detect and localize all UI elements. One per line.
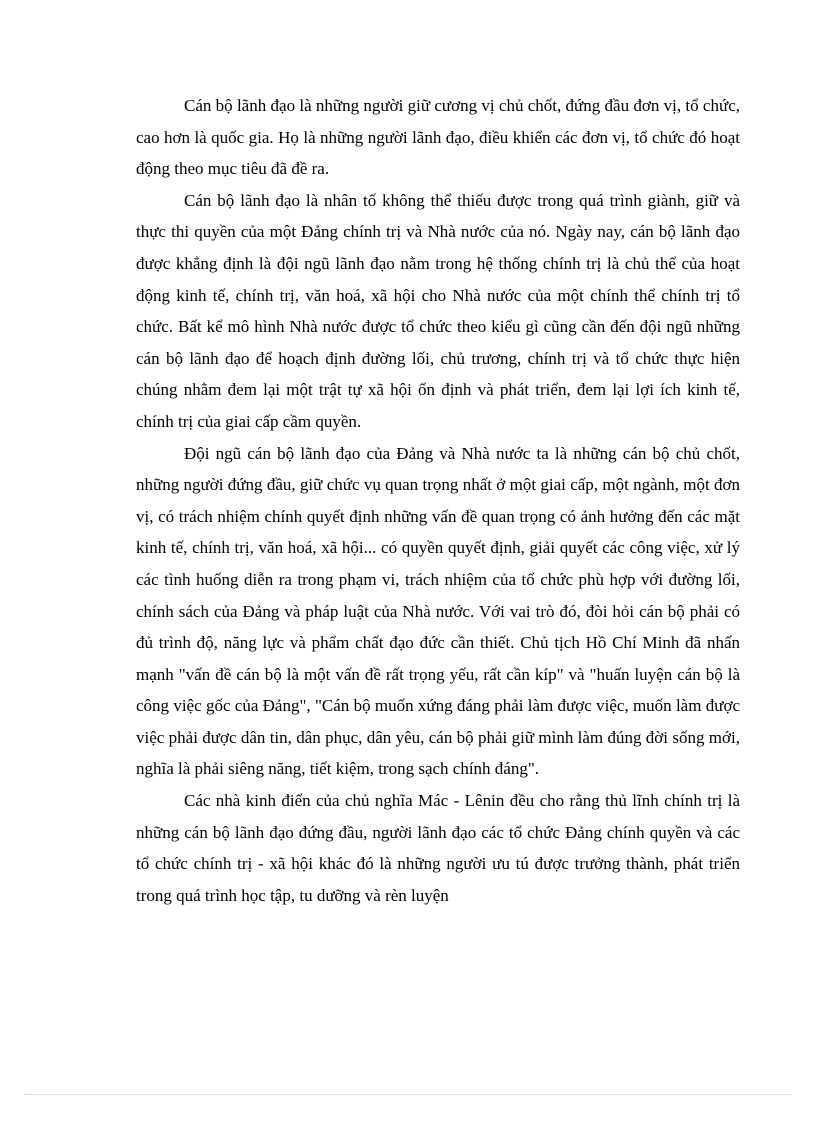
paragraph-2: Cán bộ lãnh đạo là nhân tố không thể thiếu được trong quá trình giành, giữ và thực thi quyền của một Đảng chính trị và Nhà nước của nó. Ngày nay, cán bộ lãnh đạo được khẳng định là đội ngũ lãnh đạo nằm trong hệ thống chính trị là chủ thể của hoạt động kinh tế, chính trị, văn hoá, xã hội cho Nhà nước của một chính thể chính trị tổ chức. Bất kể mô hình Nhà nước được tổ chức theo kiểu gì cũng cần đến đội ngũ những cán bộ lãnh đạo để hoạch định đường lối, chủ trương, chính trị và tổ chức thực hiện chúng nhằm đem lại một trật tự xã hội ổn định và phát triển, đem lại lợi ích kinh tế, chính trị của giai cấp cầm quyền. xyxy=(136,190,740,431)
paragraph-3: Đội ngũ cán bộ lãnh đạo của Đảng và Nhà nước ta là những cán bộ chủ chốt, những người đứng đầu, giữ chức vụ quan trọng nhất ở một giai cấp, một ngành, một đơn vị, có trách nhiệm chính quyết định những vấn đề quan trọng có ảnh hưởng đến các mặt kinh tế, chính trị, văn hoá, xã hội... có quyền quyết định, giải quyết các công việc, xử lý các tình huống diễn ra trong phạm vi, trách nhiệm của tổ chức phù hợp với đường lối, chính sách của Đảng và pháp luật của Nhà nước. Với vai trò đó, đòi hỏi cán bộ phải có đủ trình độ, năng lực và phẩm chất đạo đức cần thiết. Chủ tịch Hồ Chí Minh đã nhấn mạnh "vấn đề cán bộ là một vấn đề rất trọng yếu, rất cần kíp" và "huấn luyện cán bộ là công việc gốc của Đảng", "Cán bộ muốn xứng đáng phải làm được việc, muốn làm được việc phải được dân tin, dân phục, dân yêu, cán bộ phải giữ mình làm đúng đời sống mới, nghĩa là phải siêng năng, tiết kiệm, trong sạch chính đáng". xyxy=(136,443,740,779)
document-body xyxy=(136,90,740,911)
page-bottom-divider xyxy=(24,1094,792,1095)
paragraph-4: Các nhà kinh điển của chủ nghĩa Mác - Lênin đều cho rằng thủ lĩnh chính trị là những cán bộ lãnh đạo đứng đầu, người lãnh đạo các tổ chức Đảng chính quyền và các tổ chức chính trị - xã hội khác đó là những người ưu tú được trưởng thành, phát triển trong quá trình học tập, tu dưỡng và rèn luyện xyxy=(136,791,740,905)
paragraph-1: Cán bộ lãnh đạo là những người giữ cương vị chủ chốt, đứng đầu đơn vị, tổ chức, cao hơn là quốc gia. Họ là những người lãnh đạo, điều khiển các đơn vị, tổ chức đó hoạt động theo mục tiêu đã đề ra. xyxy=(136,96,740,179)
